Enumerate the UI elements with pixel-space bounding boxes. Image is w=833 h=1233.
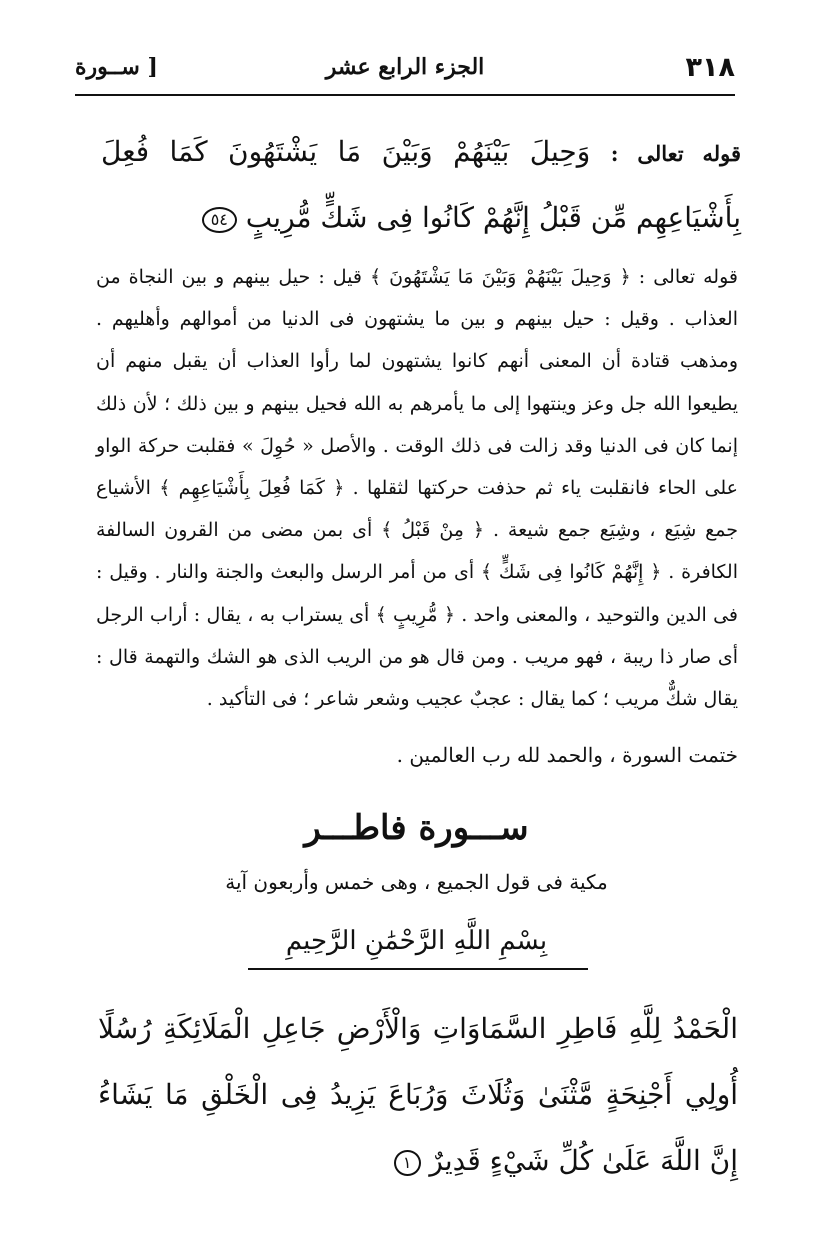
surah-closing: ختمت السورة ، والحمد لله رب العالمين .: [396, 743, 738, 767]
header-rule: [75, 94, 735, 96]
aya-number-marker: ٥٤: [202, 207, 237, 233]
opening-aya-marker: ١: [394, 1150, 421, 1176]
page-number: ٣١٨: [685, 52, 735, 83]
verse-label: قوله تعالى :: [610, 141, 742, 166]
page-header: [75, 48, 735, 90]
verse-text: وَحِيلَ بَيْنَهُمْ وَبَيْنَ مَا يَشْتَهُونَ كَمَا فُعِلَ بِأَشْيَاعِهِم مِّن قَبْلُ إِنَّهُمْ كَانُوا فِى شَكٍّ مُّرِيبٍ: [101, 135, 741, 234]
opening-verse-text: الْحَمْدُ لِلَّهِ فَاطِرِ السَّمَاوَاتِ وَالْأَرْضِ جَاعِلِ الْمَلَائِكَةِ رُسُلًا أُولِي أَجْنِحَةٍ مَّثْنَىٰ وَثُلَاثَ وَرُبَاعَ يَزِيدُ فِى الْخَلْقِ مَا يَشَاءُ إِنَّ اللَّهَ عَلَىٰ كُلِّ شَيْءٍ قَدِيرٌ: [98, 1012, 738, 1177]
surah-tag: [ ســورة: [75, 54, 158, 80]
basmala-rule: [248, 968, 588, 970]
surah-title: ســـورة فاطـــر: [304, 808, 529, 848]
opening-verse: [98, 996, 738, 1194]
verse-block: [101, 120, 741, 250]
basmala: بِسْمِ اللَّهِ الرَّحْمَٰنِ الرَّحِيمِ: [285, 926, 548, 956]
commentary-paragraph: قوله تعالى : ﴿ وَحِيلَ بَيْنَهُمْ وَبَيْنَ مَا يَشْتَهُونَ ﴾ قيل : حيل بينهم و بين النجاة من العذاب . وقيل : حيل بينهم و بين ما يشتهون فى الدنيا من أموالهم وأهليهم . ومذهب قتادة أن المعنى أنهم كانوا يشتهون لما رأوا العذاب أن يقبل منهم أن يطيعوا الله جل وعز وينتهوا إلى ما يأمرهم به الله فحيل بينهم و بين ذلك ؛ لأن ذلك إنما كان فى الدنيا وقد زالت فى ذلك الوقت . والأصل « حُوِلَ » فقلبت حركة الواو على الحاء فانقلبت ياء ثم حذفت حركتها لثقلها . ﴿ كَمَا فُعِلَ بِأَشْيَاعِهِم ﴾ الأشياع جمع شِيَع ، وشِيَع جمع شيعة . ﴿ مِنْ قَبْلُ ﴾ أى بمن مضى من القرون السالفة الكافرة . ﴿ إِنَّهُمْ كَانُوا فِى شَكٍّ ﴾ أى من أمر الرسل والبعث والجنة والنار . وقيل : فى الدين والتوحيد ، والمعنى واحد . ﴿ مُّرِيبٍ ﴾ أى يستراب به ، يقال : أراب الرجل أى صار ذا ريبة ، فهو مريب . ومن قال هو من الريب الذى هو الشك والتهمة قال : يقال شكٌّ مريب ؛ كما يقال : عجبٌ عجيب وشعر شاعر ؛ فى التأكيد .: [96, 266, 738, 711]
running-head: الجزء الرابع عشر: [325, 54, 485, 80]
surah-meta: مكية فى قول الجميع ، وهى خمس وأربعون آية: [225, 870, 608, 894]
